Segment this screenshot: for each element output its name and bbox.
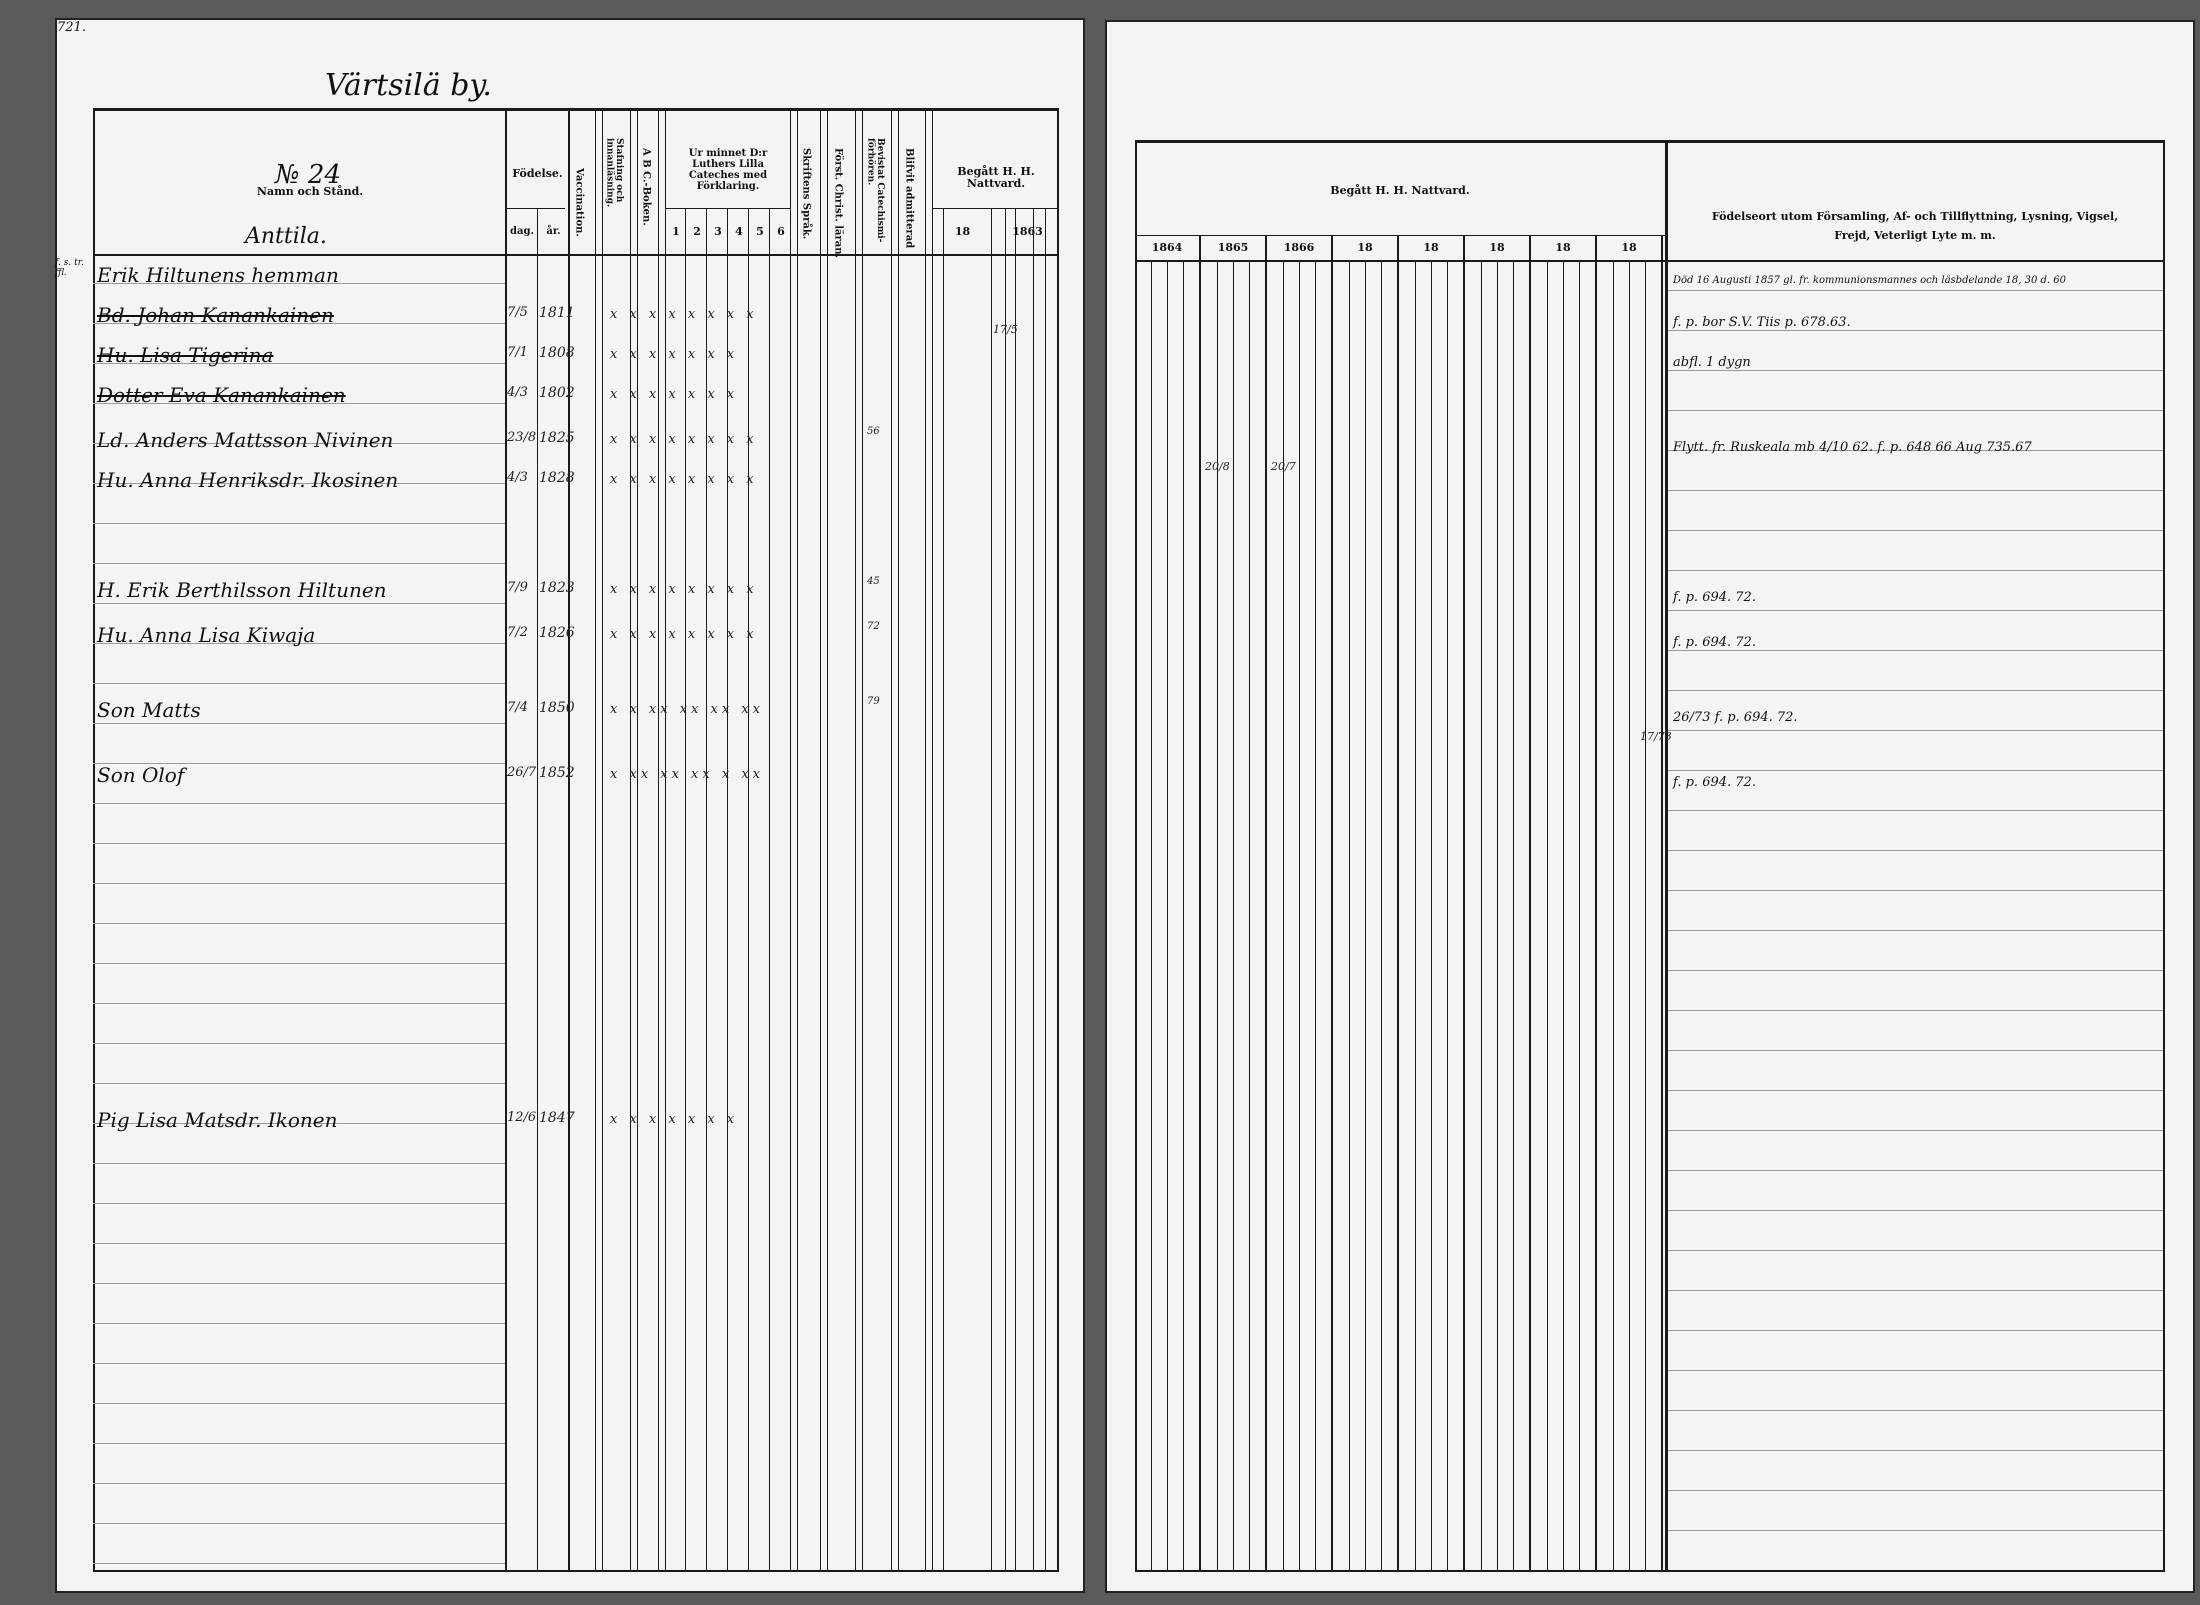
entry-birth-day: 7/5 <box>507 305 528 320</box>
entry-birth-year: 1802 <box>539 385 575 401</box>
year-col-right: 18 <box>1555 241 1571 254</box>
ruled-line <box>93 1243 505 1244</box>
catech-col-3: 3 <box>714 225 722 238</box>
header-vaccination: Vaccination. <box>573 168 585 237</box>
entry-birth-day: 7/1 <box>507 345 528 360</box>
entry-birth-year: 1847 <box>539 1110 575 1126</box>
entry-marks: x x x x x x x <box>610 387 739 402</box>
header-namn: Namn och Stånd. <box>256 185 364 198</box>
entry-birth-day: 23/8 <box>507 430 537 445</box>
entry-name: Son Matts <box>97 698 201 722</box>
year-col-right: 18 <box>1423 241 1439 254</box>
ruled-line <box>93 683 505 684</box>
ruled-line <box>1668 730 2163 731</box>
ruled-line <box>1668 330 2163 331</box>
ruled-line <box>93 563 505 564</box>
entry-birth-day: 26/7 <box>507 765 537 780</box>
catech-col-6: 6 <box>777 225 785 238</box>
ruled-line <box>1668 1250 2163 1251</box>
ruled-line <box>1668 570 2163 571</box>
ruled-line <box>1668 490 2163 491</box>
header-remarks: Födelseort utom Församling, Af- och Tillflyttning, Lysning, Vigsel, Frejd, Veterligt Lyte m. m. <box>1711 210 2119 242</box>
header-ur-minnet: Ur minnet D:r Luthers Lilla Cateches med Förklaring. <box>688 148 768 192</box>
communion-mark-1: 20/8 <box>1205 460 1230 473</box>
entry-marks: x x xx xx xx xx <box>610 702 764 717</box>
year-col-right: 18 <box>1489 241 1505 254</box>
year-col-right: 1865 <box>1217 241 1249 254</box>
year-col-right: 1864 <box>1151 241 1183 254</box>
ruled-line <box>1668 290 2163 291</box>
catech-col-4: 4 <box>735 225 743 238</box>
ruled-line <box>1668 1050 2163 1051</box>
ruled-line <box>1668 370 2163 371</box>
farm-name: Anttila. <box>245 224 327 249</box>
ruled-line <box>1668 1090 2163 1091</box>
entry-birth-year: 1825 <box>539 430 575 446</box>
entry-name: Hu. Lisa Tigerina <box>97 343 274 367</box>
ruled-line <box>1668 1410 2163 1411</box>
entry-birth-day: 4/3 <box>507 470 528 485</box>
ruled-line <box>93 1283 505 1284</box>
remark-entry: f. p. bor S.V. Tiis p. 678.63. <box>1673 315 1851 330</box>
entry-birth-day: 7/2 <box>507 625 528 640</box>
entry-marks: x xx xx xx x xx <box>610 767 764 782</box>
header-abc: A B C.-Boken. <box>640 148 652 226</box>
ruled-line <box>93 803 505 804</box>
remark-entry: f. p. 694. 72. <box>1673 635 1756 650</box>
entry-birth-year: 1852 <box>539 765 575 781</box>
remark-entry: 26/73 f. p. 694. 72. <box>1673 710 1798 725</box>
house-number: № 24 <box>275 160 341 190</box>
ruled-line <box>93 1523 505 1524</box>
entry-birth-day: 12/6 <box>507 1110 537 1125</box>
ruled-line <box>93 843 505 844</box>
ruled-line <box>1668 530 2163 531</box>
ruled-line <box>1668 1130 2163 1131</box>
ruled-line <box>93 1443 505 1444</box>
entry-name: Erik Hiltunens hemman <box>97 263 339 287</box>
entry-birth-day: 7/9 <box>507 580 528 595</box>
entry-birth-year: 1811 <box>539 305 575 321</box>
page-number: 721. <box>57 20 86 35</box>
ruled-line <box>1668 810 2163 811</box>
entry-marks: x x x x x x x x <box>610 627 758 642</box>
ruled-line <box>1668 410 2163 411</box>
ruled-line <box>1668 610 2163 611</box>
ruled-line <box>93 523 505 524</box>
ruled-line <box>1668 890 2163 891</box>
left-page <box>55 18 1085 1593</box>
ruled-line <box>93 1323 505 1324</box>
year-col-1863: 1863 <box>1012 225 1043 238</box>
right-page <box>1105 20 2195 1593</box>
entry-marks: x x x x x x x x <box>610 432 758 447</box>
ruled-line <box>1668 690 2163 691</box>
ruled-line <box>1668 1330 2163 1331</box>
ruled-line <box>93 1003 505 1004</box>
remark-entry: Flytt. fr. Ruskeala mb 4/10 62. f. p. 648 66 Aug 735.67 <box>1673 440 2032 455</box>
header-begatt-left: Begått H. H. Nattvard. <box>957 165 1035 191</box>
entry-marks: x x x x x x x <box>610 1112 739 1127</box>
margin-note: f. s. tr. ffl. <box>55 258 84 278</box>
ruled-line <box>1668 1010 2163 1011</box>
ruled-line <box>93 723 505 724</box>
entry-marks: x x x x x x x x <box>610 307 758 322</box>
year-col-right: 18 <box>1357 241 1373 254</box>
entry-birth-day: 4/3 <box>507 385 528 400</box>
ruled-line <box>1668 1290 2163 1291</box>
ruled-line <box>1668 1450 2163 1451</box>
remark-entry: abfl. 1 dygn <box>1673 355 1751 370</box>
year-col-right: 18 <box>1621 241 1637 254</box>
header-dag: dag. <box>510 226 534 237</box>
village-heading: Värtsilä by. <box>325 68 492 103</box>
remark-entry: f. p. 694. 72. <box>1673 775 1756 790</box>
ruled-line <box>1668 930 2163 931</box>
ruled-line <box>1668 650 2163 651</box>
catech-col-2: 2 <box>693 225 701 238</box>
entry-birth-year: 1808 <box>539 345 575 361</box>
communion-mark-2: 20/7 <box>1271 460 1296 473</box>
ruled-line <box>1668 850 2163 851</box>
entry-birth-day: 7/4 <box>507 700 528 715</box>
catech-col-1: 1 <box>672 225 680 238</box>
entry-birth-year: 1828 <box>539 470 575 486</box>
year-col-18: 18 <box>954 225 971 238</box>
header-stafning: Stafning och innanläsning. <box>604 138 624 208</box>
catech-col-5: 5 <box>756 225 764 238</box>
ruled-line <box>93 883 505 884</box>
header-admitterad: Blifvit admitterad <box>903 148 915 249</box>
ruled-line <box>1668 1490 2163 1491</box>
header-forst-christ: Först. Christ. läran. <box>832 148 844 258</box>
ruled-line <box>93 1163 505 1164</box>
entry-catechism: 45 <box>867 576 880 587</box>
entry-marks: x x x x x x x <box>610 347 739 362</box>
remark-entry: f. p. 694. 72. <box>1673 590 1756 605</box>
entry-marks: x x x x x x x x <box>610 472 758 487</box>
margin-date: 17/73 <box>1640 730 1672 743</box>
nattvard-mark: 17/5 <box>993 323 1018 336</box>
entry-birth-year: 1823 <box>539 580 575 596</box>
entry-name: Hu. Anna Henriksdr. Ikosinen <box>97 468 399 492</box>
ruled-line <box>93 1043 505 1044</box>
ruled-line <box>93 923 505 924</box>
ruled-line <box>93 1563 505 1564</box>
entry-name: Pig Lisa Matsdr. Ikonen <box>97 1108 338 1132</box>
header-fodelse: Födelse. <box>512 167 563 180</box>
ruled-line <box>93 1203 505 1204</box>
ruled-line <box>93 963 505 964</box>
ruled-line <box>1668 1170 2163 1171</box>
ruled-line <box>1668 1370 2163 1371</box>
ruled-line <box>93 1083 505 1084</box>
header-skrifter: Skriftens Språk. <box>800 148 812 240</box>
header-catech-forhoren: Bevistat Catechismi-förhören. <box>865 138 885 243</box>
entry-name: Ld. Anders Mattsson Nivinen <box>97 428 394 452</box>
entry-name: H. Erik Berthilsson Hiltunen <box>97 578 387 602</box>
ruled-line <box>1668 1530 2163 1531</box>
header-ar: år. <box>546 226 561 237</box>
ruled-line <box>1668 1210 2163 1211</box>
entry-birth-year: 1826 <box>539 625 575 641</box>
ruled-line <box>93 1483 505 1484</box>
entry-catechism: 72 <box>867 621 880 632</box>
ruled-line <box>93 1363 505 1364</box>
entry-name: Hu. Anna Lisa Kiwaja <box>97 623 316 647</box>
ruled-line <box>93 603 505 604</box>
entry-name: Bd. Johan Kanankainen <box>97 303 334 327</box>
ruled-line <box>93 1403 505 1404</box>
entry-birth-year: 1850 <box>539 700 575 716</box>
entry-catechism: 79 <box>867 696 880 707</box>
ruled-line <box>1668 770 2163 771</box>
header-begatt-right: Begått H. H. Nattvard. <box>1330 184 1470 197</box>
year-col-right: 1866 <box>1283 241 1315 254</box>
remark-entry: Död 16 Augusti 1857 gl. fr. kommunionsmannes och läsbdelande 18, 30 d. 60 <box>1673 275 2066 286</box>
ruled-line <box>1668 970 2163 971</box>
entry-catechism: 56 <box>867 426 880 437</box>
entry-marks: x x x x x x x x <box>610 582 758 597</box>
entry-name: Dotter Eva Kanankainen <box>97 383 346 407</box>
entry-name: Son Olof <box>97 763 185 787</box>
